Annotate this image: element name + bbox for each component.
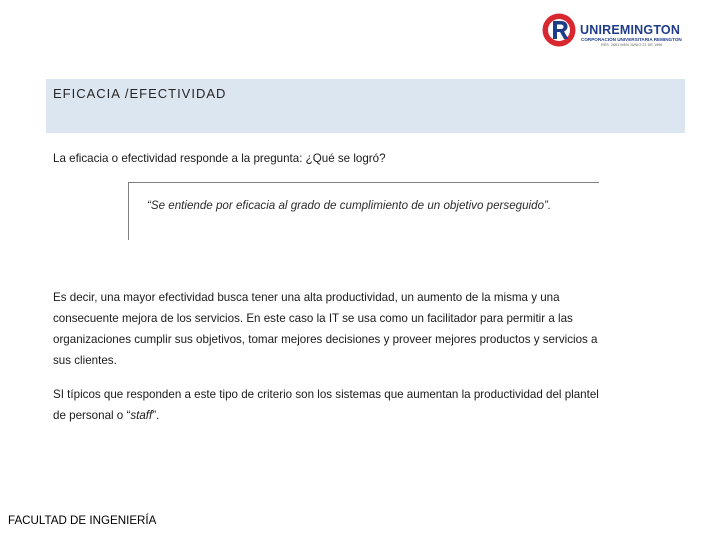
footer-faculty-label: FACULTAD DE INGENIERÍA bbox=[8, 514, 157, 527]
paragraph2-staff-term: staff bbox=[130, 409, 153, 422]
paragraph1-line2: consecuente mejora de los servicios. En este caso la IT se usa como un facilitador para permitir a las bbox=[53, 312, 573, 325]
paragraph2-line2 bbox=[53, 405, 159, 426]
logo-emblem-icon bbox=[541, 12, 577, 48]
paragraph2-line2-prefix: de personal o “ bbox=[53, 409, 131, 422]
paragraph1-line1: Es decir, una mayor efectividad busca tener una alta productividad, un aumento de la misma y una bbox=[53, 291, 560, 304]
quote-box bbox=[128, 182, 599, 240]
quote-text: “Se entiende por eficacia al grado de cumplimiento de un objetivo perseguido”. bbox=[147, 199, 552, 212]
paragraph2-line2-suffix: ”. bbox=[152, 409, 160, 422]
paragraph1-line3: organizaciones cumplir sus objetivos, tomar mejores decisiones y proveer mejores productos y servicios a bbox=[53, 333, 598, 346]
uniremington-logo bbox=[541, 12, 693, 52]
slide-title: EFICACIA /EFECTIVIDAD bbox=[53, 86, 227, 101]
intro-text: La eficacia o efectividad responde a la pregunta: ¿Qué se logró? bbox=[53, 152, 386, 165]
paragraph2-line1: SI típicos que responden a este tipo de criterio son los sistemas que aumentan la productividad del plantel bbox=[53, 388, 599, 401]
slide-title-band bbox=[46, 79, 685, 133]
paragraph1-line4: sus clientes. bbox=[53, 354, 117, 367]
brand-registration: RES. 2661 MEN JUNIO 21 DE 1996 bbox=[601, 43, 663, 47]
brand-subtitle: CORPORACIÓN UNIVERSITARIA REMINGTON bbox=[581, 37, 682, 42]
brand-name: UNIREMINGTON bbox=[580, 23, 681, 37]
